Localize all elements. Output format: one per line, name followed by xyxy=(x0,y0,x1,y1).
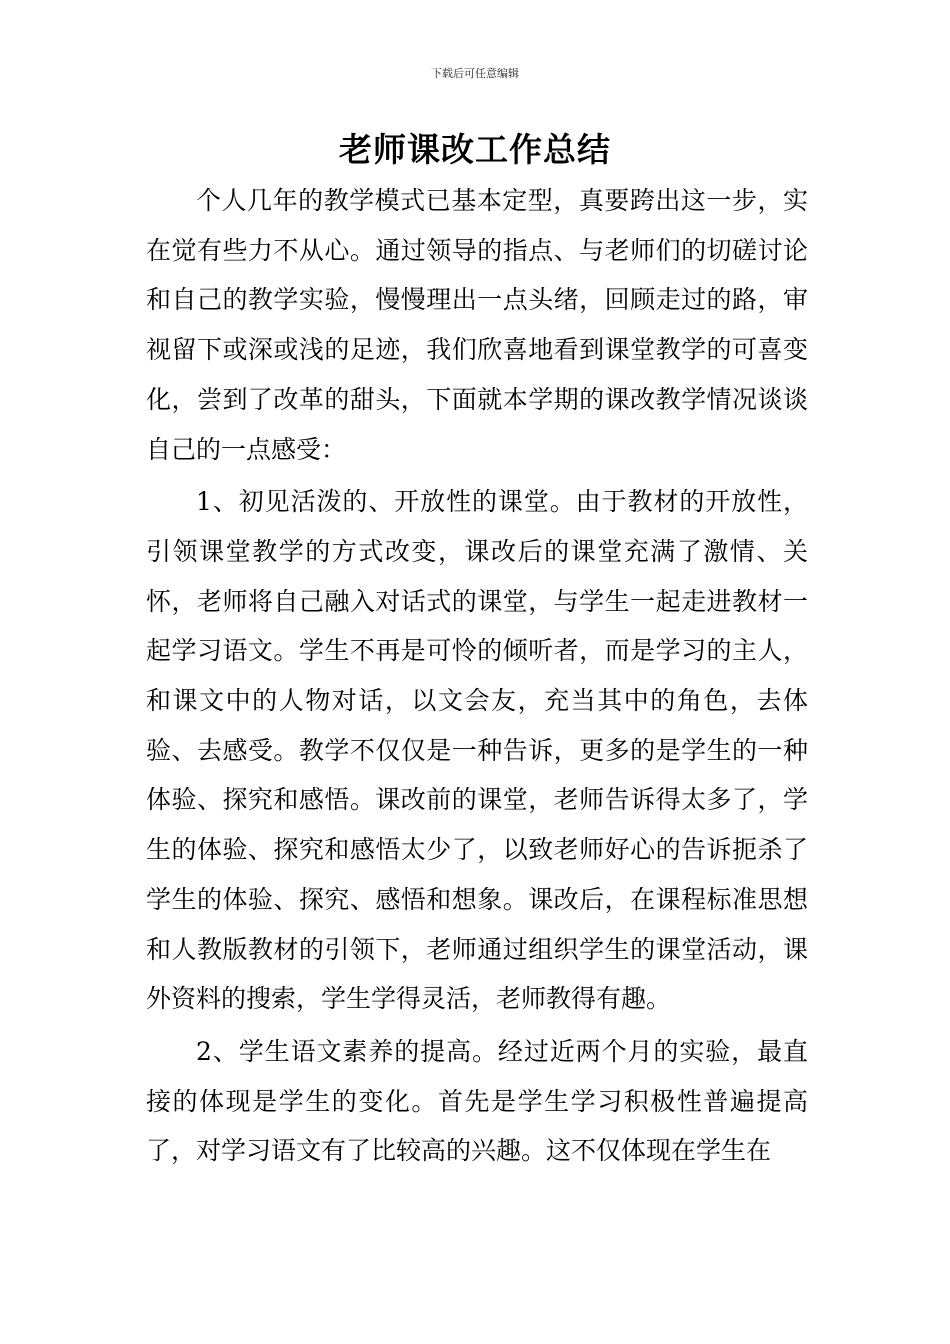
document-title: 老师课改工作总结 xyxy=(339,130,611,169)
paragraph-point-2: 2、学生语文素养的提高。经过近两个月的实验，最直接的体现是学生的变化。首先是学生学习积极性普遍提高了，对学习语文有了比较高的兴趣。这不仅体现在学生在 xyxy=(146,1036,808,1166)
document-body xyxy=(146,176,808,1176)
header-note: 下载后可任意编辑 xyxy=(431,67,519,80)
paragraph-point-1: 1、初见活泼的、开放性的课堂。由于教材的开放性，引领课堂教学的方式改变，课改后的课堂充满了激情、关怀，老师将自己融入对话式的课堂，与学生一起走进教材一起学习语文。学生不再是可怜的倾听者，而是学习的主人，和课文中的人物对话，以文会友，充当其中的角色，去体验、去感受。教学不仅仅是一种告诉，更多的是学生的一种体验、探究和感悟。课改前的课堂，老师告诉得太多了，学生的体验、探究和感悟太少了，以致老师好心的告诉扼杀了学生的体验、探究、感悟和想象。课改后，在课程标准思想和人教版教材的引领下，老师通过组织学生的课堂活动，课外资料的搜索，学生学得灵活，老师教得有趣。 xyxy=(146,487,808,1014)
paragraph-intro: 个人几年的教学模式已基本定型，真要跨出这一步，实在觉有些力不从心。通过领导的指点、与老师们的切磋讨论和自己的教学实验，慢慢理出一点头绪，回顾走过的路，审视留下或深或浅的足迹，我们欣喜地看到课堂教学的可喜变化，尝到了改革的甜头，下面就本学期的课改教学情况谈谈自己的一点感受： xyxy=(146,186,808,464)
